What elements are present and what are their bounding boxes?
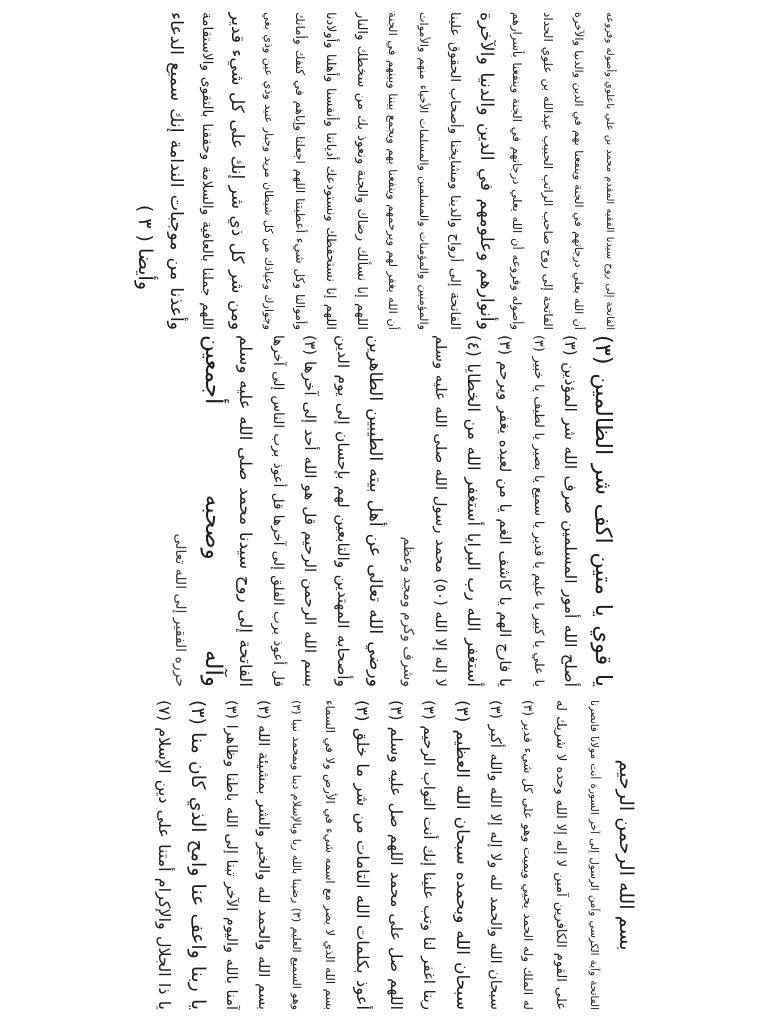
- text-line: وآله وصحبه أجمعين: [200, 335, 226, 687]
- text-line: بسم الله الرحمن الرحيم قل هو الله أحد إلى آخرها (٣): [301, 335, 320, 687]
- text-line: الفاتحة إلى روح صاحب الراتب الحبيب عبدالله بن علوي الحداد: [541, 12, 555, 330]
- text-line: لا إله إلا الله (٥٠) محمد رسول الله صلى الله عليه وسلم: [432, 335, 450, 687]
- text-line: وأصوله وفروعه أن الله يعلي درجاتهم في الجنة وينفعنا بأسرارهم: [510, 12, 524, 330]
- text-line: اللهم إنا نستحفظك ونستودعك أدياننا وأنفسنا وأهلنا وأولادنا: [323, 12, 338, 330]
- text-line: يا علي يا كبير يا عليم يا قدير يا سميع يا بصير يا لطيف يا خبير (٣): [531, 335, 546, 687]
- basmala-heading: بسم الله الرحمن الرحيم: [615, 759, 637, 951]
- text-line: الفاتحة إلى أرواح والدينا ومشايخنا وأصحاب الحقوق علينا: [447, 12, 462, 330]
- text-line: أعوذ بكلمات الله التامات من شر ما خلق (٣): [353, 700, 372, 1010]
- text-line: اللهم جملنا بالعافية والسلامة وحققنا بالتقوى والاستقامة: [199, 12, 215, 330]
- text-line: بسم الله الذي لا يضر مع اسمه شيء في الأرض ولا في السماء: [323, 700, 337, 1010]
- text-line: يا فارج الهم يا كاشف الغم يا من لعبده يغفر ويرحم (٣): [496, 335, 515, 687]
- text-line: وأصحابه المهتدين والتابعين لهم بإحسان إلى يوم الدين: [334, 335, 352, 687]
- text-line: أستغفر الله رب البرايا أستغفر الله من الخطايا (٤): [464, 335, 483, 687]
- text-column-right: [148, 700, 642, 1010]
- colophon-note: حرره الفقير إلى الله تعالى: [172, 533, 189, 687]
- text-line: وأعذنا من موجبات الندامة إنك سميع الدعاء: [166, 12, 186, 330]
- text-line: الفاتحة إلى روح سيدنا محمد صلى الله عليه وسلم: [236, 335, 256, 687]
- text-line: يا ذا الجلال والإكرام أمتنا على دين الإسلام (٧): [155, 700, 174, 1010]
- text-line: والمؤمنين والمؤمنات والمسلمين والمسلمات الأحياء منهم والأموات: [417, 12, 430, 330]
- text-line: أن الله يعلي درجاتهم في الجنة وينفعنا بهم في الدين والدنيا والآخرة: [572, 12, 585, 330]
- text-line: سبحان الله وبحمده سبحان الله العظيم (٣): [452, 700, 472, 1010]
- text-line: وأنوارهم وعلومهم في الدين والدنيا والآخرة: [476, 12, 496, 330]
- closing-line: وأيضا ( ٣ ): [134, 204, 156, 290]
- text-line: وهو السميع العليم (٣) رضينا بالله ربا وبالإسلام دينا وبمحمد نبيا (٣): [290, 700, 303, 1010]
- text-line: بسم الله والحمد لله والخير والشر بمشيئة الله (٣): [255, 700, 272, 1010]
- text-column-left: [129, 12, 625, 330]
- text-line: يا قوي يا متين اكف شر الظالمين (٣): [590, 335, 616, 687]
- text-line: ربنا اغفر لنا وتب علينا إنك أنت التواب الرحيم (٣): [420, 700, 438, 1010]
- text-line: وجوارك وعياذك من كل شيطان مريد وجبار عنيد وذي عين وذي بغي: [262, 12, 275, 330]
- text-line: اللهم صل على محمد اللهم صل عليه وسلم (٣): [387, 700, 405, 1010]
- text-line: سبحان الله والحمد لله ولا إله إلا الله والله أكبر (٣): [487, 700, 503, 1010]
- text-line: اللهم إنا نسألك رضاك والجنة ونعوذ بك من سخطك والنار: [354, 12, 369, 330]
- text-column-middle: [164, 335, 619, 687]
- text-line: وأموالنا وكل شيء أعطيتنا اللهم اجعلنا وإياهم في كنفك وأمانك: [293, 12, 307, 330]
- text-line: الفاتحة وآية الكرسي وآمن الرسول إلى آخر السورة أنت مولانا فانصرنا: [588, 700, 600, 1010]
- text-line: ومن شر كل ذي شر إنك على كل شيء قدير: [228, 12, 248, 330]
- text-line: يا ربنا واعف عنا وامح الذي كان منا (٣): [187, 700, 209, 1010]
- text-line: أن الله يغفر لهم ويرحمهم وينفعنا بهم ويجمع بيننا وبينهم في الجنة: [386, 12, 400, 330]
- marginal-note: وشرف وكرم ومجد وعظم: [400, 536, 416, 687]
- text-line: ورضي الله تعالى عن أهل بيته الطيبين الطاهرين: [365, 335, 386, 687]
- text-line: آمنا بالله واليوم الآخر تبنا إلى الله باطنا وظاهرا (٣): [223, 700, 239, 1010]
- text-line: قل أعوذ برب الفلق إلى آخرها قل أعوذ برب الناس إلى آخرها: [270, 335, 286, 687]
- text-line: على القوم الكافرين آمين لا إله إلا الله وحده لا شريك له: [553, 700, 568, 1010]
- text-line: الفاتحة إلى روح سيدنا الفقيه المقدم محمد بن علي باعلوي وأصوله وفروعه: [604, 12, 615, 330]
- text-line: له الملك وله الحمد يحيي ويميت وهو على كل شيء قدير (٣): [521, 700, 535, 1010]
- text-line: أصلح الله أمور المسلمين صرف الله شر المؤذين (٣): [561, 335, 581, 687]
